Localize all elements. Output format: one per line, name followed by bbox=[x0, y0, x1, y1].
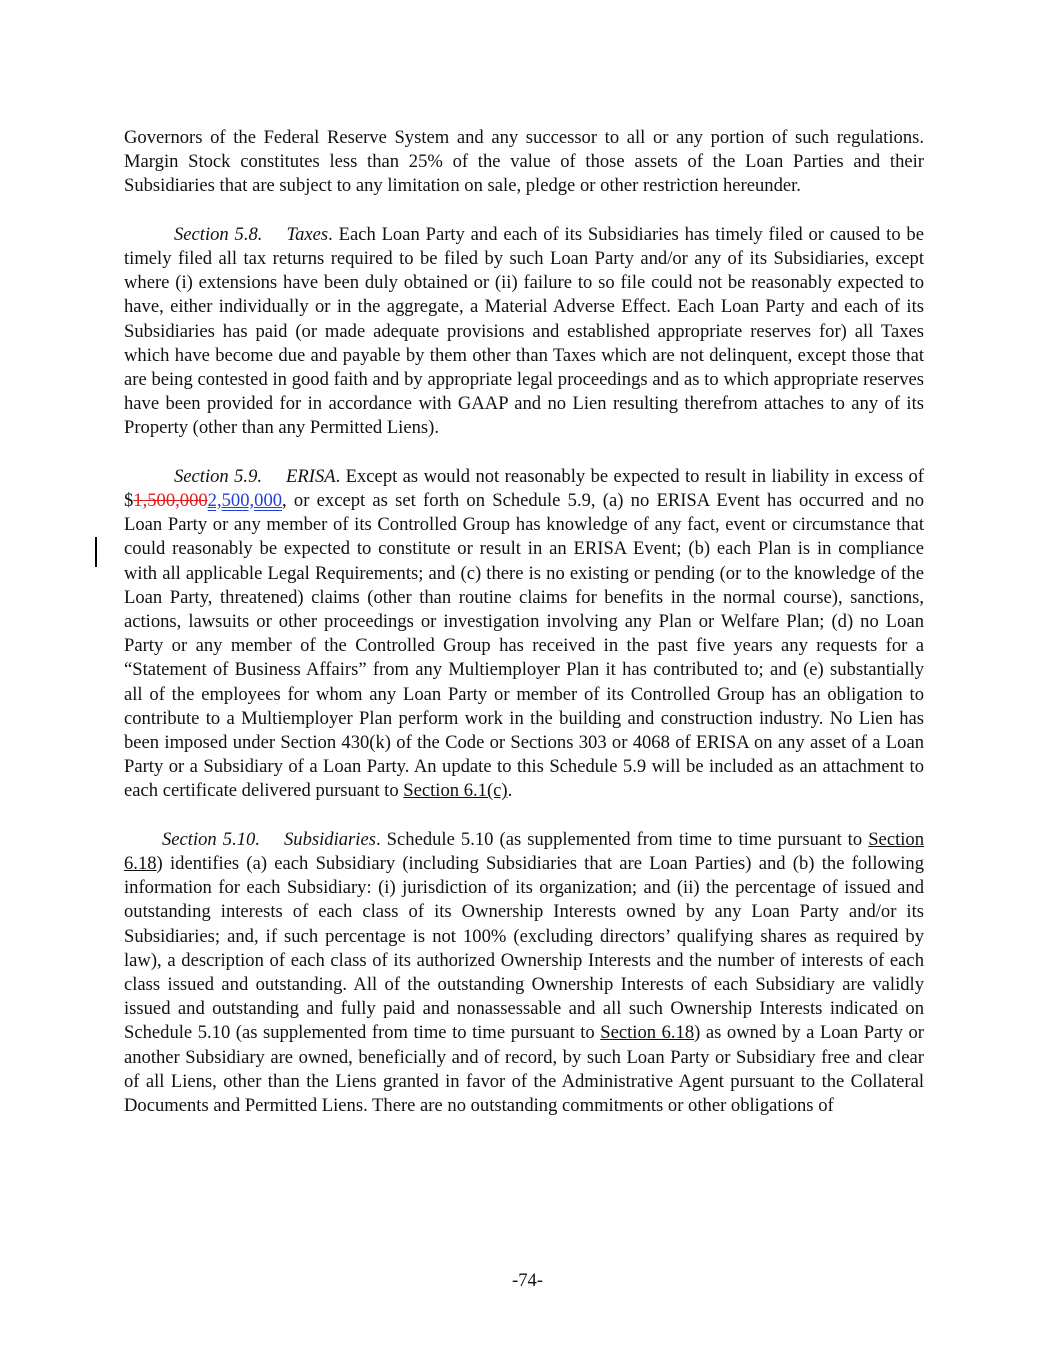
section-reference-link[interactable]: Section 6.1(c) bbox=[403, 780, 508, 802]
deleted-amount: 1,500,000 bbox=[133, 490, 208, 512]
section-5-9-erisa bbox=[124, 465, 924, 804]
heading-period: . bbox=[375, 828, 381, 850]
section-title: Taxes bbox=[286, 223, 329, 245]
section-body-end: ) as owned by a Loan Party or another Subsidiary are owned, beneficially and of record, by such Loan Party or Subsidiary free and clear of all Liens, other than the Liens granted in favor of the Administrative Agent pursuant to the Collateral Documents and Permitted Liens. There are no outstanding commitments or other obligations of bbox=[124, 1022, 924, 1117]
section-reference-link[interactable]: Section 6.18 bbox=[124, 828, 924, 875]
document-page bbox=[124, 126, 924, 1142]
heading-period: . bbox=[335, 465, 341, 487]
section-body-end: . bbox=[507, 780, 513, 802]
section-number: Section 5.8. bbox=[174, 223, 263, 245]
inserted-amount: 2,500,000 bbox=[207, 490, 283, 512]
section-5-8-taxes bbox=[124, 223, 924, 441]
section-reference-link[interactable]: Section 6.18 bbox=[600, 1022, 695, 1044]
section-title: Subsidiaries bbox=[284, 828, 376, 850]
section-body-continued: , or except as set forth on Schedule 5.9, (a) no ERISA Event has occurred and no Loan Party or any member of its Controlled Group has knowledge of any fact, event or circumstance that could reasonably be expected to constitute or result in an ERISA Event; (b) each Plan is in compliance with all applicable Legal Requirements; and (c) there is no existing or pending (or to the knowledge of the Loan Party, threatened) claims (other than routine claims for benefits in the normal course), sanctions, actions, lawsuits or other proceedings or investigation involving any Plan or Welfare Plan; (d) no Loan Party or any member of the Controlled Group has received in the past five years any requests for a “Statement of Business Affairs” from any Multiemployer Plan it has contributed to; and (e) substantially all of the employees for whom any Loan Party or member of its Controlled Group has an obligation to contribute to a Multiemployer Plan perform work in the building and construction industry. No Lien has been imposed under Section 430(k) of the Code or Sections 303 or 4068 of ERISA on any asset of a Loan Party or a Subsidiary of a Loan Party. An update to this Schedule 5.9 will be included as an attachment to each certificate delivered pursuant to bbox=[124, 490, 924, 802]
paragraph-text: Governors of the Federal Reserve System and any successor to all or any portion of such regulations. Margin Stock constitutes less than 25% of the value of those assets of the Loan Parties and their Subsidiaries that are subject to any limitation on sale, pledge or other restriction hereunder. bbox=[124, 127, 924, 197]
section-body: Schedule 5.10 (as supplemented from time to time pursuant to bbox=[380, 828, 869, 850]
revision-change-bar bbox=[95, 537, 97, 567]
section-number: Section 5.10. bbox=[162, 828, 260, 850]
paragraph-margin-stock bbox=[124, 126, 924, 199]
section-body: Except as would not reasonably be expected to result in liability in excess of $ bbox=[124, 465, 924, 512]
section-number: Section 5.9. bbox=[174, 465, 263, 487]
section-body: Each Loan Party and each of its Subsidiaries has timely filed or caused to be timely filed all tax returns required to be filed by such Loan Party and/or any of its Subsidiaries, except where (i) extensions have been duly obtained or (ii) failure to so file could not be reasonably expected to have, either individually or in the aggregate, a Material Adverse Effect. Each Loan Party and each of its Subsidiaries has paid (or made adequate provisions and established appropriate reserves for) all Taxes which have become due and payable by them other than Taxes which are not delinquent, except those that are being contested in good faith and by appropriate legal proceedings and as to which appropriate reserves have been provided for in accordance with GAAP and no Lien resulting therefrom attaches to any of its Property (other than any Permitted Liens). bbox=[124, 223, 924, 439]
section-title: ERISA bbox=[286, 465, 336, 487]
page-number: -74- bbox=[512, 1270, 543, 1291]
section-5-10-subsidiaries bbox=[124, 828, 924, 1118]
heading-period: . bbox=[328, 223, 333, 245]
section-body-continued: ) identifies (a) each Subsidiary (including Subsidiaries that are Loan Parties) and (b) the following information for each Subsidiary: (i) jurisdiction of its organization; and (ii) the percentage of issued and outstanding interests of each class of its Ownership Interests owned by any Loan Party and/or its Subsidiaries; and, if such percentage is not 100% (excluding directors’ qualifying shares as required by law), a description of each class of its authorized Ownership Interests and the number of interests of each class issued and outstanding. All of the outstanding Ownership Interests of each Subsidiary are validly issued and outstanding and fully paid and nonassessable and all such Ownership Interests indicated on Schedule 5.10 (as supplemented from time to time pursuant to bbox=[124, 853, 924, 1044]
